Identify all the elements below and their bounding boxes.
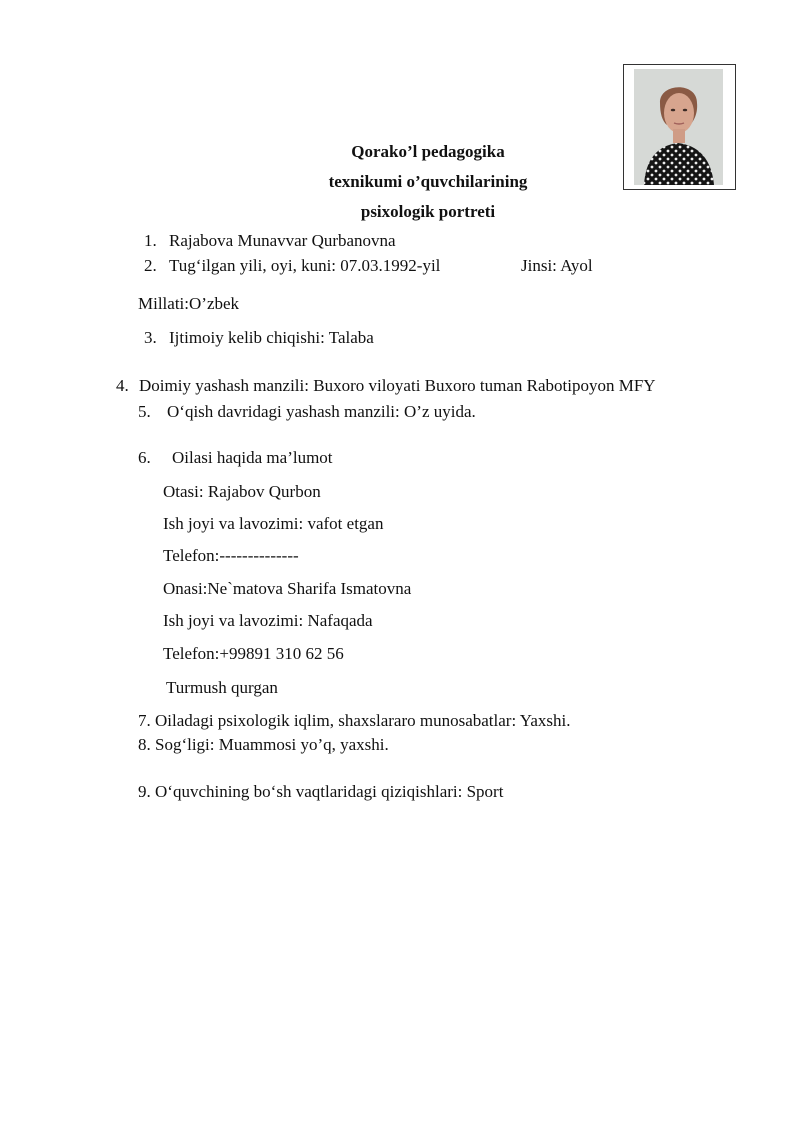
- title-line-3: psixologik portreti: [360, 202, 496, 221]
- item-6-number: 6.: [138, 448, 151, 467]
- item-6-family-heading: Oilasi haqida ma’lumot: [172, 448, 333, 467]
- item-5-study-address: O‘qish davridagi yashash manzili: O’z uyida.: [167, 402, 476, 421]
- mother-phone: Telefon:+99891 310 62 56: [163, 644, 344, 663]
- item-4-permanent-address: Doimiy yashash manzili: Buxoro viloyati Buxoro tuman Rabotipoyon MFY: [139, 376, 656, 395]
- gender-field: Jinsi: Ayol: [521, 256, 593, 275]
- item-9-interests: 9. O‘quvchining bo‘sh vaqtlaridagi qiziqishlari: Sport: [138, 782, 504, 801]
- mother-name: Onasi:Ne`matova Sharifa Ismatovna: [163, 579, 412, 598]
- item-1-number: 1.: [144, 231, 157, 250]
- father-phone: Telefon:--------------: [163, 546, 299, 565]
- student-photo: [634, 69, 723, 185]
- title-line-2: texnikumi o’quvchilarining: [328, 172, 528, 191]
- nationality-field: Millati:O’zbek: [138, 294, 240, 313]
- item-4-number: 4.: [116, 376, 129, 395]
- marital-status: Turmush qurgan: [166, 678, 278, 697]
- item-2-number: 2.: [144, 256, 157, 275]
- item-3-social-origin: Ijtimoiy kelib chiqishi: Talaba: [169, 328, 374, 347]
- item-2-birth-date: Tug‘ilgan yili, oyi, kuni: 07.03.1992-yil: [169, 256, 441, 275]
- item-8-health: 8. Sog‘ligi: Muammosi yo’q, yaxshi.: [138, 735, 389, 754]
- item-1-full-name: Rajabova Munavvar Qurbanovna: [169, 231, 396, 250]
- title-line-1: Qorako’l pedagogika: [351, 142, 505, 161]
- father-job: Ish joyi va lavozimi: vafot etgan: [163, 514, 384, 533]
- item-3-number: 3.: [144, 328, 157, 347]
- mother-job: Ish joyi va lavozimi: Nafaqada: [163, 611, 373, 630]
- item-7-family-climate: 7. Oiladagi psixologik iqlim, shaxslararo munosabatlar: Yaxshi.: [138, 711, 571, 730]
- father-name: Otasi: Rajabov Qurbon: [163, 482, 321, 501]
- item-5-number: 5.: [138, 402, 151, 421]
